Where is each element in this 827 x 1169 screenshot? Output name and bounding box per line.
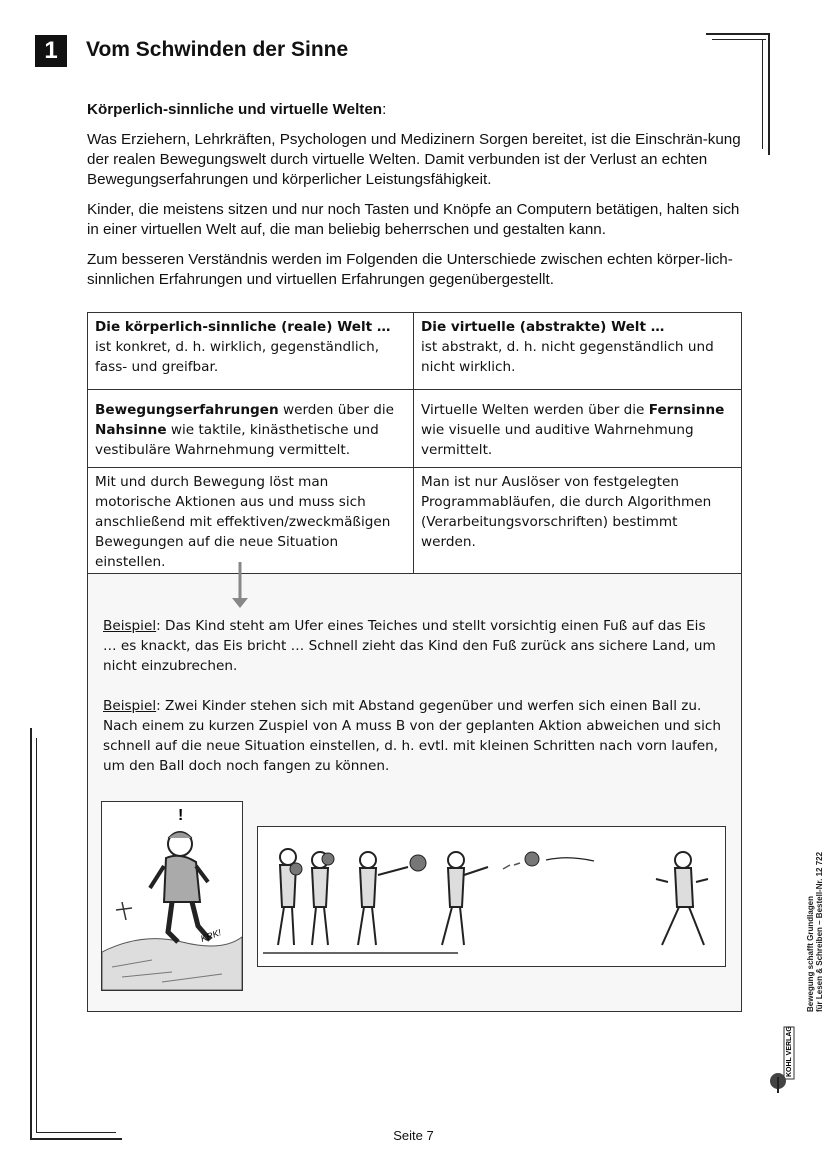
frame-line: [762, 39, 763, 149]
ball-throw-illustration: [257, 826, 726, 967]
table-cell: Man ist nur Auslöser von festgelegten Programmabläufen, die durch Algorithmen (Verarbeitungsvorschriften) bestimmt werden.: [421, 474, 712, 550]
table-cell: [88, 390, 414, 467]
frame-line: [706, 33, 769, 35]
sound-word: KRK!: [199, 927, 223, 944]
ice-illustration: [101, 801, 243, 991]
cell-heading: Die körperlich-sinnliche (reale) Welt …: [95, 319, 391, 335]
cell-text: Virtuelle Welten werden über die: [421, 402, 649, 418]
table-cell: Mit und durch Bewegung löst man motorische Aktionen aus und muss sich anschließend mit effektiven/zweckmäßigen Bewegungen auf die neue Situation einstellen.: [88, 468, 414, 573]
cell-heading: Die virtuelle (abstrakte) Welt …: [421, 319, 665, 335]
bold-term: Nahsinne: [95, 422, 167, 438]
sidebar-line: Bewegung schafft Grundlagen: [806, 895, 815, 1012]
publisher-sidebar: [776, 851, 824, 1012]
subheading: Körperlich-sinnliche und virtuelle Welten: [87, 101, 383, 118]
logo-text: KOHL VERLAG: [786, 1026, 793, 1077]
example-2: [103, 696, 723, 776]
chapter-number: 1: [35, 35, 67, 67]
example-1: [103, 616, 723, 676]
cell-text: wie visuelle und auditive Wahrnehmung vermittelt.: [421, 422, 694, 458]
cell-text: ist abstrakt, d. h. nicht gegenständlich und nicht wirklich.: [421, 339, 714, 375]
example-text: : Zwei Kinder stehen sich mit Abstand gegenüber und werfen sich einen Ball zu. Nach einem zu kurzen Zuspiel von A muss B von der geplanten Aktion abweichen und sich schnell auf die neue Situation einstellen, d. h. evtl. mit kleinen Schritten nach vorn laufen, um den Ball doch noch fangen zu können.: [103, 698, 721, 774]
bold-term: Bewegungserfahrungen: [95, 402, 279, 418]
intro-paragraph: Zum besseren Verständnis werden im Folgenden die Unterschiede zwischen echten körper-lich-sinnlichen Erfahrungen und virtuellen Erfahrungen gegenübergestellt.: [87, 251, 733, 288]
page-number: Seite 7: [393, 1128, 434, 1143]
frame-line: [712, 39, 766, 40]
bold-term: Fernsinne: [648, 402, 725, 418]
down-arrow-icon: [230, 562, 250, 612]
table-cell: [88, 313, 414, 389]
example-label: Beispiel: [103, 618, 157, 634]
intro-paragraph: Was Erziehern, Lehrkräften, Psychologen und Medizinern Sorgen bereitet, ist die Einschrän-kung der realen Bewegungswelt durch virtuelle Welten. Damit verbunden ist der Verlust an echten Bewegungserfahrungen und körperlicher Leistungsfähigkeit.: [87, 131, 741, 188]
cell-text: wie taktile, kinästhetische und vestibuläre Wahrnehmung vermittelt.: [95, 422, 379, 458]
intro-paragraph: Kinder, die meistens sitzen und nur noch Tasten und Knöpfe an Computern betätigen, halten sich in einer virtuellen Welt auf, die man beliebig beherrschen und gestalten kann.: [87, 201, 740, 238]
intro-section: [87, 100, 742, 300]
table-cell: [414, 313, 741, 389]
table-row: [88, 390, 741, 468]
example-label: Beispiel: [103, 698, 157, 714]
page-title: Vom Schwinden der Sinne: [86, 38, 349, 61]
table-row: [88, 468, 741, 574]
frame-line: [768, 33, 770, 155]
example-box: [88, 574, 741, 1011]
cell-text: werden über die: [278, 402, 395, 418]
frame-line: [30, 728, 32, 1138]
exclaim-mark: !: [178, 807, 184, 824]
example-text: : Das Kind steht am Ufer eines Teiches und stellt vorsichtig einen Fuß auf das Eis … es knackt, das Eis bricht … Schnell zieht das Kind den Fuß zurück ans sichere Land, um nicht einzubrechen.: [103, 618, 716, 674]
comparison-table: [87, 312, 742, 1012]
publisher-logo: [766, 1025, 798, 1095]
subheading-suffix: :: [382, 101, 387, 118]
frame-line: [36, 738, 37, 1132]
cell-text: ist konkret, d. h. wirklich, gegenständlich, fass- und greifbar.: [95, 339, 380, 375]
table-row: [88, 313, 741, 390]
table-cell: [414, 390, 741, 467]
sidebar-line: für Lesen & Schreiben – Bestell-Nr. 12 722: [815, 851, 824, 1012]
